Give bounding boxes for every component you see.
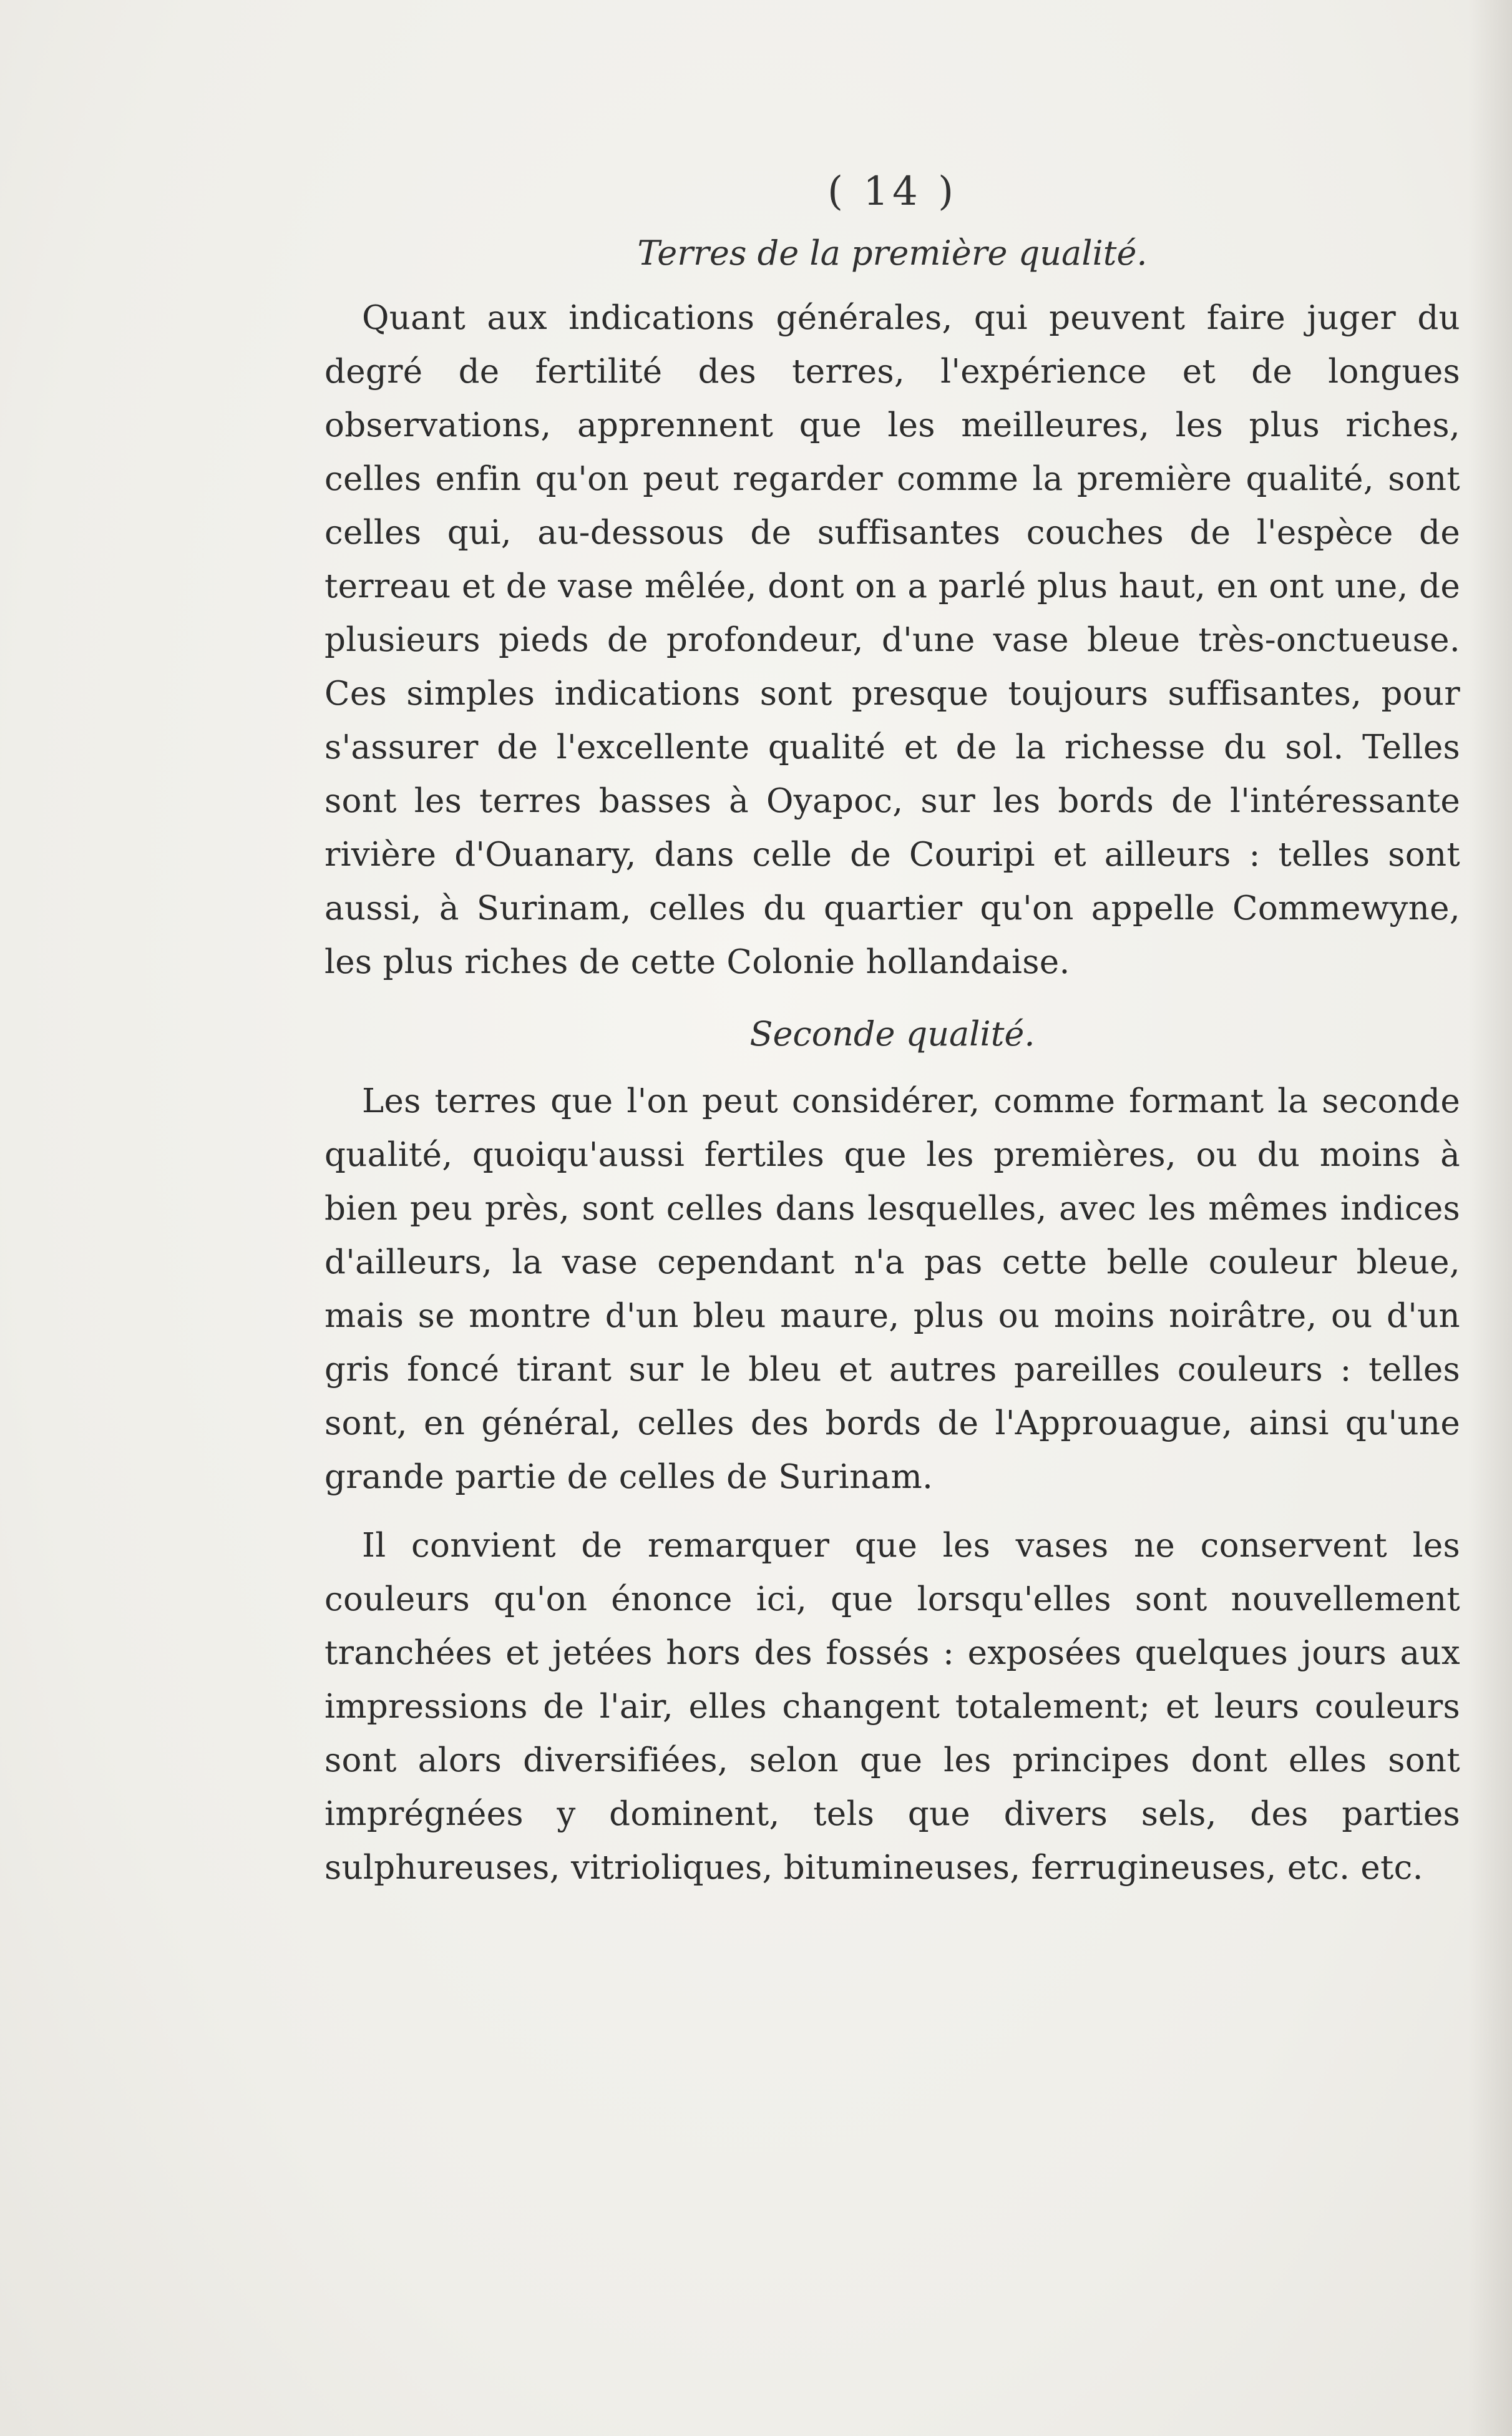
paragraph-first-quality: Quant aux indications générales, qui peuvent faire juger du degré de fertilité des terres, l'expérience et de longues observations, apprennent que les meilleures, les plus riches, celles enfin qu'on peut regarder comme la première qualité, sont celles qui, au-dessous de suffisantes couches de l'espèce de terreau et de vase mêlée, dont on a parlé plus haut, en ont une, de plusieurs pieds de profondeur, d'une vase bleue très-onctueuse. Ces simples indications sont presque toujours suffisantes, pour s'assurer de l'excellente qualité et de la richesse du sol. Telles sont les terres basses à Oyapoc, sur les bords de l'intéressante rivière d'Ouanary, dans celle de Couripi et ailleurs : telles sont aussi, à Surinam, celles du quartier qu'on appelle Commewyne, les plus riches de cette Colonie hollandaise.	[324, 299, 1460, 981]
paragraph-mud-colors: Il convient de remarquer que les vases ne conservent les couleurs qu'on énonce ici, que lorsqu'elles sont nouvellement tranchées et jetées hors des fossés : exposées quelques jours aux impressions de l'air, elles changent totalement; et leurs couleurs sont alors diversifiées, selon que les principes dont elles sont imprégnées y dominent, tels que divers sels, des parties sulphureuses, vitrioliques, bitumineuses, ferrugineuses, etc. etc.	[324, 1527, 1460, 1887]
paragraph-second-quality: Les terres que l'on peut considérer, comme formant la seconde qualité, quoiqu'aussi fertiles que les premières, ou du moins à bien peu près, sont celles dans lesquelles, avec les mêmes indices d'ailleurs, la vase cependant n'a pas cette belle couleur bleue, mais se montre d'un bleu maure, plus ou moins noirâtre, ou d'un gris foncé tirant sur le bleu et autres pareilles couleurs : telles sont, en général, celles des bords de l'Approuague, ainsi qu'une grande partie de celles de Surinam.	[324, 1082, 1460, 1496]
page-content	[324, 169, 1460, 1910]
page-edge-shadow	[1468, 0, 1512, 2436]
section-title-second-quality: Seconde qualité.	[749, 1014, 1035, 1054]
page-number: ( 14 )	[827, 169, 958, 215]
section-title-first-quality: Terres de la première qualité.	[637, 233, 1148, 273]
